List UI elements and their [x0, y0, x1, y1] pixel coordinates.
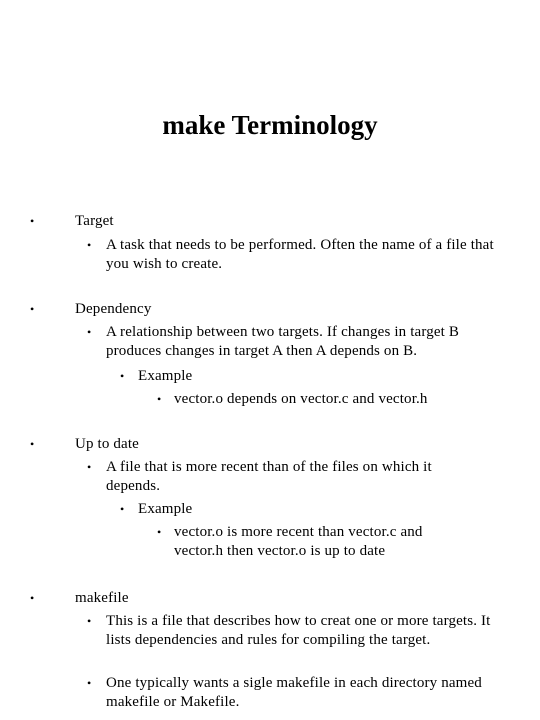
- term-dependency-description: A relationship between two targets. If changes in target B produces changes in target A then A depends on B.: [106, 324, 460, 359]
- bullet-icon: •: [30, 214, 35, 228]
- bullet-icon: •: [30, 437, 35, 451]
- bullet-icon: •: [87, 460, 92, 474]
- term-dependency-example: vector.o depends on vector.c and vector.h: [174, 391, 428, 407]
- bullet-icon: •: [87, 676, 92, 690]
- bullet-icon: •: [157, 525, 162, 539]
- term-target: Target: [75, 213, 114, 229]
- bullet-icon: •: [157, 392, 162, 406]
- example-label: Example: [138, 368, 193, 384]
- term-makefile-description: This is a file that describes how to creat one or more targets. It lists dependencies and rules for compiling the target.: [106, 613, 491, 648]
- term-up-to-date-description: A file that is more recent than of the files on which it depends.: [106, 459, 432, 494]
- bullet-icon: •: [30, 302, 35, 316]
- term-dependency: Dependency: [75, 301, 152, 317]
- bullet-icon: •: [120, 369, 125, 383]
- term-up-to-date: Up to date: [75, 436, 139, 452]
- bullet-icon: •: [120, 502, 125, 516]
- term-makefile: makefile: [75, 590, 129, 606]
- term-target-description: A task that needs to be performed. Often the name of a file that you wish to create.: [106, 237, 494, 272]
- example-label: Example: [138, 501, 193, 517]
- page-title: make Terminology: [162, 110, 378, 140]
- term-makefile-description-2: One typically wants a sigle makefile in each directory named makefile or Makefile.: [106, 675, 482, 710]
- term-up-to-date-example: vector.o is more recent than vector.c and vector.h then vector.o is up to date: [174, 524, 423, 559]
- bullet-icon: •: [87, 614, 92, 628]
- bullet-icon: •: [87, 238, 92, 252]
- bullet-icon: •: [87, 325, 92, 339]
- bullet-icon: •: [30, 591, 35, 605]
